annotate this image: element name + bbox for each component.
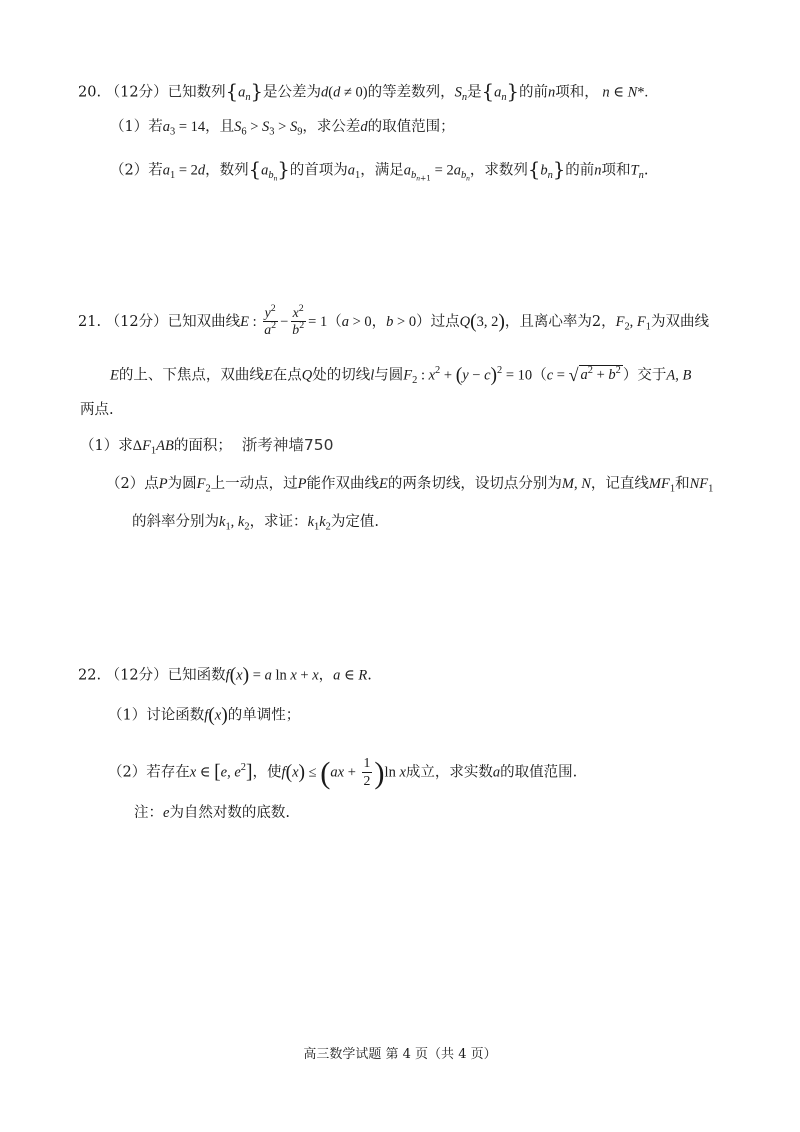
q20-p2-text: . (643, 162, 649, 179)
q22-note-text: 为自然对数的底数. (169, 805, 291, 821)
q21-text: ，且离心率为2， (504, 313, 616, 330)
q21-text: 两点. (80, 402, 114, 418)
q21-part-1: （1）求$\Delta F_1AB$的面积； 浙考神墙750 (80, 436, 334, 457)
sqrt-a2-b2: √ $a^2 + b^2$ (568, 364, 621, 385)
q21-line-2: E的上、下焦点，双曲线E在点Q处的切线l与圆$F_2$ : $x^2 + (y - c)^2 = 10(c$ = √ $a^2 + b^2$ ）交于A, B (110, 364, 692, 387)
q21-p2-text: 能作双曲线 (306, 476, 380, 492)
q20-text: 的等差数列， (367, 84, 455, 101)
q21-text: ， (371, 313, 387, 330)
q21-line-3 (80, 402, 114, 419)
q20-number: 20. (78, 84, 102, 101)
q21-text: （ (532, 367, 547, 384)
q21-p2-label: （2） (106, 476, 145, 492)
q21-part-2-cont: 的斜率分别为$k_1$, $k_2$，求证：$k_1k_2$为定值. (132, 514, 379, 533)
q20-p1-label: （1） (110, 119, 149, 135)
footer-text: 页（共 (415, 1047, 455, 1062)
q22-p2-label: （2） (108, 764, 147, 781)
q21-text: 为双曲线 (650, 313, 709, 330)
q20-text: 是公差为 (263, 84, 321, 101)
q21-line-1: 21. （12分）已知双曲线E : $\frac{y^2}{a^2}$ − $\frac{x^2}{b^2}$ = 1（a > 0，b > 0）过点Q(3, 2)，且离心率为2，$F_2$, $F_1$为双曲线 (78, 303, 709, 338)
q22-number: 22. (78, 667, 102, 684)
q21-p2-text: 为定值. (330, 514, 379, 530)
watermark-text: 浙考神墙750 (241, 436, 334, 454)
q20-p2-text: 若 (148, 162, 163, 179)
fraction-one-half: $\frac{1}{2}$ (363, 755, 371, 788)
q21-number: 21. (78, 313, 102, 330)
q22-part-1: （1）讨论函数f(x)的单调性； (108, 705, 301, 726)
q20-p2-text: ，满足 (360, 162, 404, 179)
fraction-x2-b2: $\frac{x^2}{b^2}$ (292, 303, 305, 338)
q21-text: 在点 (272, 367, 302, 384)
q22-part-2: （2）若存在x ∈ [e, $e^2$]，使f(x) ≤ (ax + $\frac{1}{2}$ )ln x成立，求实数a的取值范围. (108, 755, 578, 790)
q20-part-2: （2）若$a_1 = 2d$，数列$\{a_{b_n}\}$的首项为$a_1$，满足$a_{b_{n+1}} = 2a_{b_n}$，求数列$\{b_n\}$的前n项和$T_n$. (110, 158, 649, 183)
q22-note: 注：e为自然对数的底数. (134, 805, 291, 821)
page-footer (0, 1043, 800, 1062)
q20-p2-text: 的首项为 (289, 162, 348, 179)
q20-line-1: 20. （12分）已知数列$\{a_n\}$是公差为d(d ≠ 0)的等差数列，$S_n$是$\{a_n\}$的前n项和， n ∈ N*. (78, 80, 649, 104)
q20-p2-label: （2） (110, 162, 149, 179)
q21-text: 处的切线 (312, 367, 371, 384)
q20-p1-text: ，且 (205, 119, 235, 135)
fraction-y2-a2: $\frac{y^2}{a^2}$ (264, 303, 277, 338)
q22-note-label: 注： (134, 805, 163, 821)
q22-text: 已知函数 (167, 667, 226, 684)
q21-text: ）过点 (416, 313, 460, 330)
q21-p2-text: 上一动点，过 (210, 476, 298, 492)
footer-page-number: 4 (402, 1047, 411, 1062)
q21-p2-text: ，记直线 (590, 476, 649, 492)
q22-p2-text: 若存在 (146, 764, 190, 781)
q21-text: 已知双曲线 (167, 313, 241, 330)
q21-text: （ (327, 313, 342, 330)
q20-score: （12分） (105, 84, 168, 101)
q21-score: （12分） (105, 313, 168, 330)
q20-p1-text: 若 (148, 119, 163, 135)
q20-part-1: （1）若$a_3 = 14$，且$S_6 > S_3 > S_9$，求公差d的取值范围； (110, 119, 455, 138)
q20-p2-text: 项和 (601, 162, 631, 179)
q21-p2-text: 的斜率分别为 (132, 514, 219, 530)
q20-p2-text: 的前 (565, 162, 595, 179)
footer-text: 页） (470, 1047, 497, 1062)
q22-p2-text: 成立，求实数 (405, 764, 493, 781)
q21-p2-text: 为圆 (167, 476, 197, 492)
q20-p2-text: ，求数列 (469, 162, 528, 179)
q21-text: ）交于 (622, 367, 667, 384)
q22-p2-text: ，使 (252, 764, 282, 781)
q20-text: 项和， (555, 84, 599, 101)
q22-text: ， (318, 667, 334, 684)
q22-p1-text: 的单调性； (227, 707, 301, 724)
q21-text: 与圆 (374, 367, 404, 384)
q22-text: . (367, 667, 372, 684)
q21-p1-text: 的面积； (173, 438, 232, 454)
q20-text: 是 (467, 84, 482, 101)
footer-text: 高三数学试题 第 (303, 1047, 399, 1062)
q20-p2-text: ，数列 (205, 162, 249, 179)
q20-p1-text: ，求公差 (302, 119, 361, 135)
q22-score: （12分） (105, 667, 168, 684)
q20-text: 已知数列 (167, 84, 226, 101)
q22-line-1: 22. （12分）已知函数f(x) = a ln x + x，a ∈ R. (78, 665, 372, 686)
q22-p1-label: （1） (108, 707, 147, 724)
footer-total-pages: 4 (458, 1047, 467, 1062)
q21-p1-text: 求 (118, 438, 133, 454)
q21-p1-label: （1） (80, 438, 119, 454)
q20-text: 的前 (518, 84, 548, 101)
q22-p1-text: 讨论函数 (146, 707, 205, 724)
q20-p1-text: 的取值范围； (367, 119, 455, 135)
q21-p2-text: ，求证： (249, 514, 308, 530)
q21-p2-text: 的两条切线，设切点分别为 (387, 476, 562, 492)
q21-text: 的上、下焦点，双曲线 (118, 367, 264, 384)
q21-p2-text: 点 (144, 476, 159, 492)
q22-p2-text: 的取值范围. (500, 764, 578, 781)
q21-part-2: （2）点P为圆$F_2$上一动点，过P能作双曲线E的两条切线，设切点分别为M, N，记直线$MF_1$和$NF_1$ (106, 476, 714, 495)
q21-p2-text: 和 (675, 476, 690, 492)
